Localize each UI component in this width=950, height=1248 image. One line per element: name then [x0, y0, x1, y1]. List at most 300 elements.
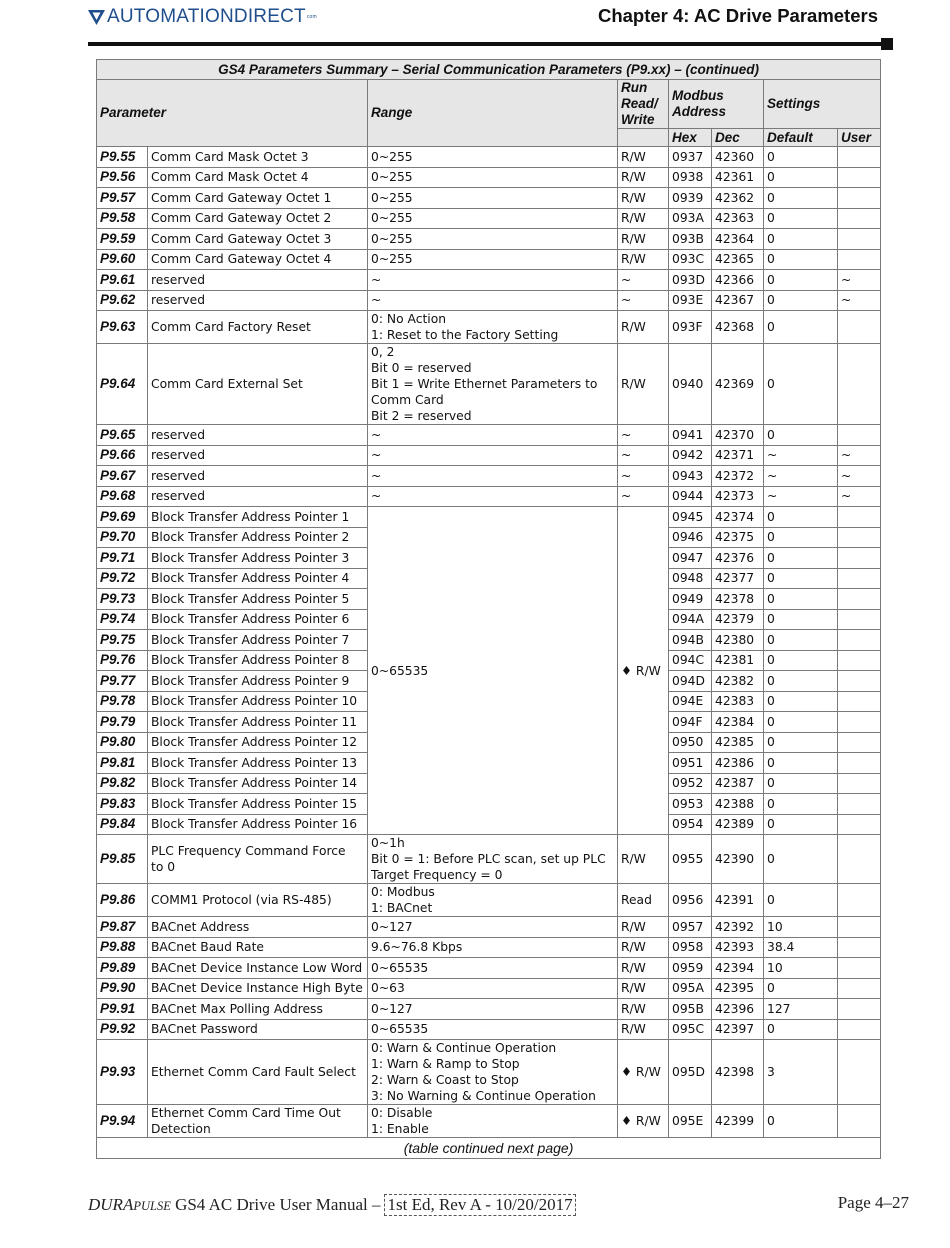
header-run-rw-text: Run Read/ Write	[621, 80, 658, 127]
param-code-cell: P9.93	[97, 1040, 148, 1105]
param-rw-cell: ~	[618, 290, 669, 311]
param-dec-cell: 42374	[712, 507, 764, 528]
param-rw-cell: R/W	[618, 229, 669, 250]
param-range-cell: 0~255	[368, 249, 618, 270]
param-default-cell: 0	[764, 527, 838, 548]
param-default-cell: 0	[764, 884, 838, 917]
param-name-cell: Block Transfer Address Pointer 5	[148, 589, 368, 610]
param-code-cell: P9.69	[97, 507, 148, 528]
param-default-cell: 0	[764, 290, 838, 311]
param-code-cell: P9.85	[97, 835, 148, 884]
param-dec-cell: 42394	[712, 958, 764, 979]
param-hex-cell: 094A	[669, 609, 712, 630]
param-range-cell: 0, 2 Bit 0 = reserved Bit 1 = Write Ethernet Parameters to Comm Card Bit 2 = reserved	[368, 344, 618, 425]
table-row	[97, 466, 881, 487]
table-row	[97, 208, 881, 229]
param-hex-cell: 0947	[669, 548, 712, 569]
param-user-cell	[838, 568, 881, 589]
param-user-cell	[838, 1105, 881, 1138]
param-name-cell: reserved	[148, 466, 368, 487]
header-range: Range	[368, 80, 618, 147]
param-user-cell	[838, 671, 881, 692]
logo-text: AUTOMATIONDIRECT	[107, 6, 306, 27]
param-dec-cell: 42396	[712, 999, 764, 1020]
param-rw-cell: ~	[618, 425, 669, 446]
param-name-cell: Comm Card Gateway Octet 2	[148, 208, 368, 229]
param-name-cell: Comm Card Mask Octet 4	[148, 167, 368, 188]
param-user-cell	[838, 753, 881, 774]
param-user-cell	[838, 1040, 881, 1105]
param-hex-cell: 095D	[669, 1040, 712, 1105]
param-name-cell: reserved	[148, 290, 368, 311]
param-rw-cell: R/W	[618, 1019, 669, 1040]
param-hex-cell: 094D	[669, 671, 712, 692]
table-row	[97, 249, 881, 270]
param-hex-cell: 094B	[669, 630, 712, 651]
header-user: User	[838, 129, 881, 147]
automationdirect-logo	[88, 6, 317, 28]
param-hex-cell: 093A	[669, 208, 712, 229]
param-hex-cell: 095E	[669, 1105, 712, 1138]
param-rw-cell: R/W	[618, 249, 669, 270]
param-hex-cell: 094F	[669, 712, 712, 733]
param-default-cell: 0	[764, 548, 838, 569]
param-range-cell: 0: Warn & Continue Operation 1: Warn & Ramp to Stop 2: Warn & Coast to Stop 3: No Warning & Continue Operation	[368, 1040, 618, 1105]
param-code-cell: P9.86	[97, 884, 148, 917]
param-default-cell: 0	[764, 425, 838, 446]
param-name-cell: BACnet Device Instance Low Word	[148, 958, 368, 979]
param-dec-cell: 42360	[712, 147, 764, 168]
param-range-cell: ~	[368, 425, 618, 446]
header-dec: Dec	[712, 129, 764, 147]
block-rw-cell: ♦ R/W	[618, 507, 669, 835]
header-modbus-address: Modbus Address	[669, 80, 764, 129]
param-dec-cell: 42366	[712, 270, 764, 291]
param-hex-cell: 095C	[669, 1019, 712, 1040]
param-dec-cell: 42399	[712, 1105, 764, 1138]
param-user-cell	[838, 507, 881, 528]
param-default-cell: 0	[764, 208, 838, 229]
param-range-cell: 0: Disable 1: Enable	[368, 1105, 618, 1138]
param-default-cell: 0	[764, 167, 838, 188]
param-name-cell: Block Transfer Address Pointer 4	[148, 568, 368, 589]
param-dec-cell: 42380	[712, 630, 764, 651]
param-name-cell: Comm Card External Set	[148, 344, 368, 425]
param-code-cell: P9.77	[97, 671, 148, 692]
param-user-cell	[838, 958, 881, 979]
param-hex-cell: 0954	[669, 814, 712, 835]
param-hex-cell: 094C	[669, 650, 712, 671]
param-dec-cell: 42363	[712, 208, 764, 229]
param-range-cell: 0~127	[368, 999, 618, 1020]
param-user-cell	[838, 229, 881, 250]
param-rw-cell: R/W	[618, 344, 669, 425]
param-code-cell: P9.58	[97, 208, 148, 229]
param-code-cell: P9.75	[97, 630, 148, 651]
table-row	[97, 507, 881, 528]
param-dec-cell: 42389	[712, 814, 764, 835]
param-name-cell: Block Transfer Address Pointer 1	[148, 507, 368, 528]
param-code-cell: P9.60	[97, 249, 148, 270]
param-default-cell: 0	[764, 794, 838, 815]
logo-chevron-icon	[88, 9, 105, 26]
table-row	[97, 884, 881, 917]
param-user-cell	[838, 548, 881, 569]
param-default-cell: 0	[764, 270, 838, 291]
table-row	[97, 835, 881, 884]
param-hex-cell: 0952	[669, 773, 712, 794]
param-range-cell: 0~255	[368, 229, 618, 250]
param-default-cell: 10	[764, 917, 838, 938]
param-code-cell: P9.61	[97, 270, 148, 291]
param-code-cell: P9.78	[97, 691, 148, 712]
table-row	[97, 311, 881, 344]
param-range-cell: 0~255	[368, 208, 618, 229]
param-dec-cell: 42375	[712, 527, 764, 548]
param-hex-cell: 0958	[669, 937, 712, 958]
param-code-cell: P9.92	[97, 1019, 148, 1040]
param-rw-cell: R/W	[618, 147, 669, 168]
param-code-cell: P9.65	[97, 425, 148, 446]
param-user-cell	[838, 650, 881, 671]
param-code-cell: P9.84	[97, 814, 148, 835]
param-code-cell: P9.64	[97, 344, 148, 425]
param-code-cell: P9.63	[97, 311, 148, 344]
header-rule-square	[881, 38, 893, 50]
param-user-cell: ~	[838, 270, 881, 291]
param-hex-cell: 0939	[669, 188, 712, 209]
footer-page-number: Page 4–27	[837, 1193, 909, 1212]
param-rw-cell: ~	[618, 466, 669, 487]
param-default-cell: 0	[764, 609, 838, 630]
param-hex-cell: 095A	[669, 978, 712, 999]
param-default-cell: 3	[764, 1040, 838, 1105]
param-range-cell: 0~65535	[368, 1019, 618, 1040]
param-dec-cell: 42383	[712, 691, 764, 712]
param-dec-cell: 42373	[712, 486, 764, 507]
param-code-cell: P9.66	[97, 445, 148, 466]
table-continued-note: (table continued next page)	[97, 1138, 881, 1159]
param-hex-cell: 0938	[669, 167, 712, 188]
param-dec-cell: 42372	[712, 466, 764, 487]
param-hex-cell: 0951	[669, 753, 712, 774]
param-default-cell: 0	[764, 249, 838, 270]
param-user-cell	[838, 773, 881, 794]
param-dec-cell: 42367	[712, 290, 764, 311]
param-user-cell	[838, 208, 881, 229]
param-code-cell: P9.62	[97, 290, 148, 311]
param-range-cell: 0~255	[368, 188, 618, 209]
param-user-cell	[838, 630, 881, 651]
logo-tm: com	[306, 14, 317, 20]
param-name-cell: Block Transfer Address Pointer 16	[148, 814, 368, 835]
table-row	[97, 937, 881, 958]
table-row	[97, 1040, 881, 1105]
param-dec-cell: 42386	[712, 753, 764, 774]
param-default-cell: 0	[764, 650, 838, 671]
param-dec-cell: 42365	[712, 249, 764, 270]
param-dec-cell: 42376	[712, 548, 764, 569]
param-default-cell: 0	[764, 568, 838, 589]
footer-brand	[88, 1195, 171, 1215]
param-default-cell: 0	[764, 188, 838, 209]
param-default-cell: ~	[764, 486, 838, 507]
param-range-cell: 0~255	[368, 167, 618, 188]
param-range-cell: ~	[368, 290, 618, 311]
table-row	[97, 486, 881, 507]
param-name-cell: Block Transfer Address Pointer 7	[148, 630, 368, 651]
param-name-cell: Comm Card Mask Octet 3	[148, 147, 368, 168]
param-code-cell: P9.59	[97, 229, 148, 250]
param-user-cell	[838, 835, 881, 884]
param-name-cell: Block Transfer Address Pointer 6	[148, 609, 368, 630]
param-name-cell: COMM1 Protocol (via RS-485)	[148, 884, 368, 917]
param-user-cell	[838, 425, 881, 446]
param-code-cell: P9.57	[97, 188, 148, 209]
param-dec-cell: 42388	[712, 794, 764, 815]
param-code-cell: P9.71	[97, 548, 148, 569]
table-row	[97, 1105, 881, 1138]
param-code-cell: P9.68	[97, 486, 148, 507]
param-dec-cell: 42379	[712, 609, 764, 630]
param-default-cell: 0	[764, 712, 838, 733]
param-code-cell: P9.56	[97, 167, 148, 188]
param-hex-cell: 0948	[669, 568, 712, 589]
param-code-cell: P9.82	[97, 773, 148, 794]
param-rw-cell: R/W	[618, 937, 669, 958]
param-range-cell: ~	[368, 486, 618, 507]
param-dec-cell: 42362	[712, 188, 764, 209]
param-user-cell	[838, 884, 881, 917]
param-default-cell: 0	[764, 589, 838, 610]
param-dec-cell: 42369	[712, 344, 764, 425]
param-name-cell: BACnet Address	[148, 917, 368, 938]
param-default-cell: 0	[764, 773, 838, 794]
param-name-cell: Block Transfer Address Pointer 2	[148, 527, 368, 548]
param-user-cell	[838, 712, 881, 733]
param-name-cell: PLC Frequency Command Force to 0	[148, 835, 368, 884]
footer-brand-prefix: DURA	[88, 1195, 134, 1214]
param-dec-cell: 42381	[712, 650, 764, 671]
param-code-cell: P9.80	[97, 732, 148, 753]
param-rw-cell: R/W	[618, 188, 669, 209]
param-range-cell: 9.6~76.8 Kbps	[368, 937, 618, 958]
param-dec-cell: 42398	[712, 1040, 764, 1105]
param-rw-cell: R/W	[618, 311, 669, 344]
param-range-cell: 0~63	[368, 978, 618, 999]
param-hex-cell: 094E	[669, 691, 712, 712]
param-rw-cell: R/W	[618, 208, 669, 229]
footer-manual-title	[88, 1194, 576, 1216]
param-name-cell: Ethernet Comm Card Fault Select	[148, 1040, 368, 1105]
param-rw-cell: ~	[618, 445, 669, 466]
footer-edition: 1st Ed, Rev A - 10/20/2017	[384, 1194, 575, 1216]
param-default-cell: 0	[764, 978, 838, 999]
param-range-cell: 0: No Action 1: Reset to the Factory Setting	[368, 311, 618, 344]
param-user-cell	[838, 917, 881, 938]
param-hex-cell: 0937	[669, 147, 712, 168]
param-code-cell: P9.81	[97, 753, 148, 774]
param-name-cell: BACnet Device Instance High Byte	[148, 978, 368, 999]
param-default-cell: 127	[764, 999, 838, 1020]
param-hex-cell: 093E	[669, 290, 712, 311]
param-hex-cell: 0940	[669, 344, 712, 425]
param-name-cell: reserved	[148, 425, 368, 446]
param-default-cell: 0	[764, 630, 838, 651]
param-name-cell: BACnet Max Polling Address	[148, 999, 368, 1020]
param-hex-cell: 0943	[669, 466, 712, 487]
param-hex-cell: 095B	[669, 999, 712, 1020]
param-dec-cell: 42397	[712, 1019, 764, 1040]
param-dec-cell: 42370	[712, 425, 764, 446]
header-run-rw	[618, 80, 669, 129]
param-user-cell	[838, 527, 881, 548]
param-user-cell	[838, 147, 881, 168]
table-body	[97, 147, 881, 1138]
param-default-cell: 0	[764, 671, 838, 692]
param-range-cell: ~	[368, 445, 618, 466]
param-hex-cell: 0944	[669, 486, 712, 507]
table-row	[97, 999, 881, 1020]
param-range-cell: ~	[368, 466, 618, 487]
param-user-cell: ~	[838, 466, 881, 487]
table-row	[97, 188, 881, 209]
param-rw-cell: ~	[618, 270, 669, 291]
param-hex-cell: 0946	[669, 527, 712, 548]
param-name-cell: Comm Card Factory Reset	[148, 311, 368, 344]
param-user-cell	[838, 794, 881, 815]
table-row	[97, 445, 881, 466]
param-code-cell: P9.88	[97, 937, 148, 958]
param-hex-cell: 0945	[669, 507, 712, 528]
table-row	[97, 1019, 881, 1040]
param-name-cell: Block Transfer Address Pointer 12	[148, 732, 368, 753]
table-row	[97, 229, 881, 250]
param-rw-cell: Read	[618, 884, 669, 917]
param-hex-cell: 093C	[669, 249, 712, 270]
param-default-cell: 0	[764, 1019, 838, 1040]
param-hex-cell: 093F	[669, 311, 712, 344]
param-name-cell: reserved	[148, 445, 368, 466]
param-hex-cell: 0949	[669, 589, 712, 610]
param-user-cell: ~	[838, 290, 881, 311]
header-write-spacer	[618, 129, 669, 147]
param-name-cell: Block Transfer Address Pointer 13	[148, 753, 368, 774]
param-rw-cell: R/W	[618, 978, 669, 999]
table-row	[97, 344, 881, 425]
block-range-cell: 0~65535	[368, 507, 618, 835]
param-dec-cell: 42387	[712, 773, 764, 794]
param-hex-cell: 0959	[669, 958, 712, 979]
param-user-cell	[838, 167, 881, 188]
param-dec-cell: 42364	[712, 229, 764, 250]
param-dec-cell: 42368	[712, 311, 764, 344]
param-code-cell: P9.89	[97, 958, 148, 979]
table-row	[97, 425, 881, 446]
param-name-cell: Block Transfer Address Pointer 3	[148, 548, 368, 569]
param-hex-cell: 0942	[669, 445, 712, 466]
param-user-cell: ~	[838, 445, 881, 466]
param-range-cell: 0~255	[368, 147, 618, 168]
table-row	[97, 958, 881, 979]
param-user-cell	[838, 691, 881, 712]
param-hex-cell: 0953	[669, 794, 712, 815]
param-default-cell: 0	[764, 147, 838, 168]
param-dec-cell: 42361	[712, 167, 764, 188]
param-name-cell: BACnet Baud Rate	[148, 937, 368, 958]
param-hex-cell: 093B	[669, 229, 712, 250]
param-default-cell: 10	[764, 958, 838, 979]
param-user-cell	[838, 249, 881, 270]
param-default-cell: ~	[764, 445, 838, 466]
param-dec-cell: 42382	[712, 671, 764, 692]
param-user-cell	[838, 188, 881, 209]
table-title: GS4 Parameters Summary – Serial Communication Parameters (P9.xx) – (continued)	[97, 60, 881, 80]
param-range-cell: 0~127	[368, 917, 618, 938]
param-user-cell	[838, 1019, 881, 1040]
param-user-cell	[838, 937, 881, 958]
param-name-cell: BACnet Password	[148, 1019, 368, 1040]
param-default-cell: 0	[764, 732, 838, 753]
footer-manual: GS4 AC Drive User Manual –	[175, 1195, 381, 1214]
chapter-title: Chapter 4: AC Drive Parameters	[597, 5, 878, 26]
param-default-cell: 38.4	[764, 937, 838, 958]
footer-brand-suffix: PULSE	[133, 1199, 171, 1213]
param-name-cell: Ethernet Comm Card Time Out Detection	[148, 1105, 368, 1138]
param-default-cell: 0	[764, 344, 838, 425]
param-user-cell	[838, 589, 881, 610]
table-row	[97, 270, 881, 291]
param-range-cell: 0~1h Bit 0 = 1: Before PLC scan, set up PLC Target Frequency = 0	[368, 835, 618, 884]
param-name-cell: reserved	[148, 486, 368, 507]
param-rw-cell: R/W	[618, 835, 669, 884]
param-user-cell	[838, 311, 881, 344]
param-code-cell: P9.91	[97, 999, 148, 1020]
param-name-cell: Block Transfer Address Pointer 15	[148, 794, 368, 815]
param-user-cell	[838, 344, 881, 425]
param-code-cell: P9.90	[97, 978, 148, 999]
param-hex-cell: 0957	[669, 917, 712, 938]
param-range-cell: ~	[368, 270, 618, 291]
param-code-cell: P9.55	[97, 147, 148, 168]
param-code-cell: P9.79	[97, 712, 148, 733]
param-default-cell: 0	[764, 814, 838, 835]
param-dec-cell: 42371	[712, 445, 764, 466]
param-name-cell: Comm Card Gateway Octet 1	[148, 188, 368, 209]
param-default-cell: 0	[764, 753, 838, 774]
header-rule	[88, 42, 884, 46]
param-rw-cell: ~	[618, 486, 669, 507]
param-code-cell: P9.94	[97, 1105, 148, 1138]
header-hex: Hex	[669, 129, 712, 147]
param-rw-cell: ♦ R/W	[618, 1040, 669, 1105]
header-settings: Settings	[764, 80, 881, 129]
param-dec-cell: 42377	[712, 568, 764, 589]
table-row	[97, 147, 881, 168]
param-range-cell: 0~65535	[368, 958, 618, 979]
table-row	[97, 978, 881, 999]
param-code-cell: P9.87	[97, 917, 148, 938]
param-default-cell: 0	[764, 507, 838, 528]
param-rw-cell: ♦ R/W	[618, 1105, 669, 1138]
param-default-cell: 0	[764, 691, 838, 712]
param-range-cell: 0: Modbus 1: BACnet	[368, 884, 618, 917]
param-user-cell	[838, 978, 881, 999]
param-dec-cell: 42395	[712, 978, 764, 999]
param-hex-cell: 0950	[669, 732, 712, 753]
param-name-cell: Comm Card Gateway Octet 3	[148, 229, 368, 250]
param-code-cell: P9.83	[97, 794, 148, 815]
